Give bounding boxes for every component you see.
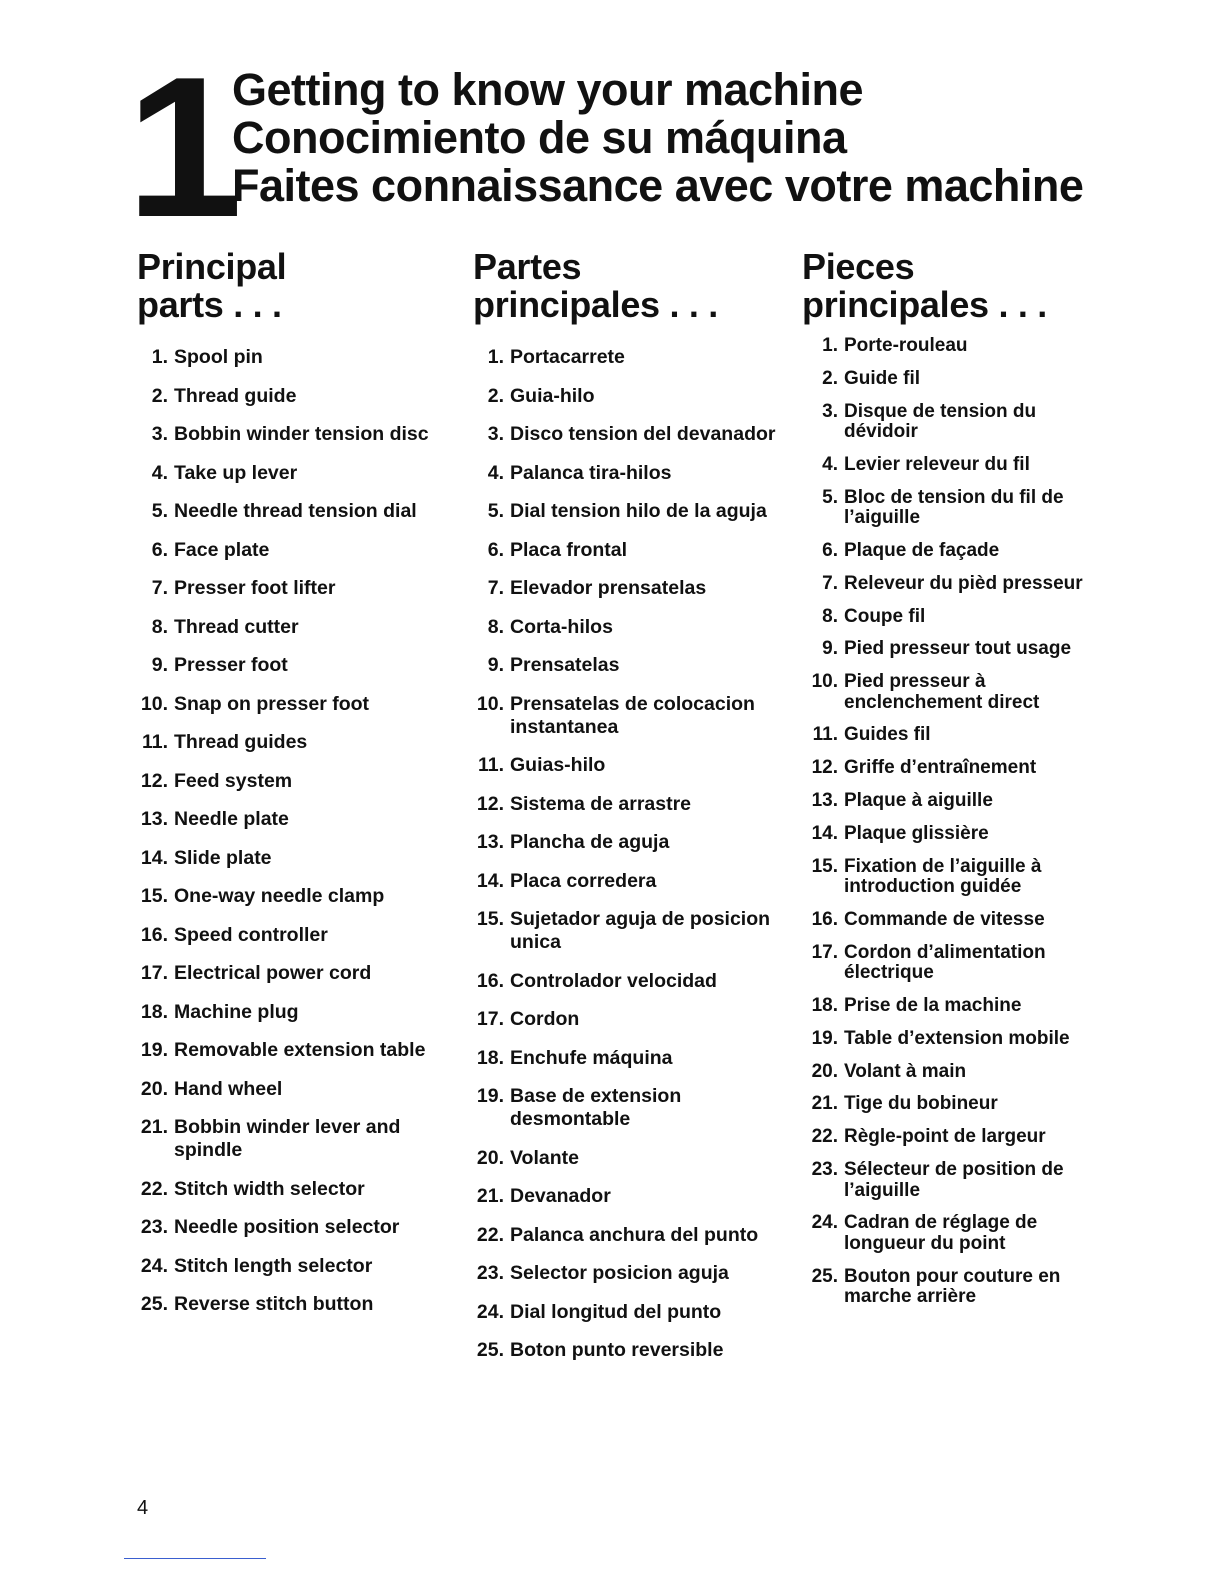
item-number: 6. xyxy=(151,538,168,561)
item-number: 18. xyxy=(140,1000,168,1023)
item-number: 9. xyxy=(151,654,168,676)
item-number: 8. xyxy=(487,615,504,638)
item-number: 19. xyxy=(811,1027,838,1049)
item-label: Removable extension table xyxy=(174,1039,426,1061)
item-number: 3. xyxy=(151,423,168,445)
list-item xyxy=(137,500,437,523)
list-item xyxy=(137,1178,437,1201)
list-item xyxy=(473,346,783,369)
item-number: 10. xyxy=(476,692,504,715)
list-item xyxy=(473,754,783,777)
item-label: Palanca anchura del punto xyxy=(510,1223,759,1246)
list-item xyxy=(802,402,1102,443)
column-english xyxy=(137,248,437,1332)
list-item xyxy=(802,639,1102,660)
list-item xyxy=(137,385,437,408)
item-number: 12. xyxy=(811,757,838,779)
item-label: Guias-hilo xyxy=(510,754,606,776)
item-label: Plaque de façade xyxy=(844,539,1000,561)
list-item xyxy=(473,500,783,523)
item-label: Face plate xyxy=(174,538,270,561)
item-label: Machine plug xyxy=(174,1000,299,1023)
item-number: 21. xyxy=(811,1093,838,1115)
list-item xyxy=(137,1039,437,1062)
list-item xyxy=(473,1085,783,1131)
item-number: 13. xyxy=(811,790,838,812)
column-spanish xyxy=(473,248,783,1378)
title-english: Getting to know your machine xyxy=(232,64,864,115)
item-label: Thread cutter xyxy=(174,615,299,638)
item-label: Porte-rouleau xyxy=(844,335,968,356)
list-item xyxy=(802,1094,1102,1115)
item-label: Prise de la machine xyxy=(844,995,1022,1017)
item-label: Prensatelas xyxy=(510,654,620,676)
list-item xyxy=(137,962,437,985)
item-number: 24. xyxy=(811,1212,838,1234)
list-item xyxy=(473,385,783,408)
item-label: Plaque glissière xyxy=(844,822,989,844)
item-number: 23. xyxy=(811,1159,838,1181)
list-item xyxy=(473,616,783,639)
item-label: Electrical power cord xyxy=(174,962,372,984)
item-label: Levier releveur du fil xyxy=(844,453,1030,475)
list-item xyxy=(137,462,437,485)
item-number: 20. xyxy=(140,1077,168,1100)
list-item xyxy=(137,1116,437,1162)
list-item xyxy=(137,654,437,677)
item-label: Guides fil xyxy=(844,724,931,746)
item-label: Needle thread tension dial xyxy=(174,500,417,522)
list-item xyxy=(802,943,1102,984)
item-number: 20. xyxy=(476,1146,504,1169)
list-item xyxy=(473,462,783,485)
item-number: 2. xyxy=(822,367,838,389)
list-item xyxy=(137,577,437,600)
title-french: Faites connaissance avec votre machine xyxy=(232,160,1084,211)
list-item xyxy=(802,1213,1102,1254)
list-item xyxy=(137,808,437,831)
list-item xyxy=(473,1185,783,1208)
heading-line: parts . . . xyxy=(137,284,282,325)
item-number: 6. xyxy=(822,539,838,561)
item-label: Placa corredera xyxy=(510,869,657,892)
list-item xyxy=(802,1127,1102,1148)
item-number: 17. xyxy=(811,941,838,963)
list-item xyxy=(802,455,1102,476)
item-label: Cordon d’alimentation électrique xyxy=(844,941,1046,984)
item-label: Presser foot xyxy=(174,654,288,676)
item-label: Dial longitud del punto xyxy=(510,1300,722,1323)
item-number: 1. xyxy=(822,335,838,356)
list-item xyxy=(802,1160,1102,1201)
item-number: 18. xyxy=(476,1046,504,1069)
list-item xyxy=(137,1078,437,1101)
item-number: 9. xyxy=(822,638,838,660)
item-label: Cordon xyxy=(510,1008,580,1030)
item-number: 20. xyxy=(811,1060,838,1082)
list-item xyxy=(802,672,1102,713)
item-number: 11. xyxy=(141,731,168,753)
item-number: 7. xyxy=(487,577,504,599)
item-label: Portacarrete xyxy=(510,346,625,368)
item-number: 19. xyxy=(476,1085,504,1107)
item-number: 18. xyxy=(811,995,838,1017)
item-number: 10. xyxy=(140,692,168,715)
item-label: Coupe fil xyxy=(844,605,926,627)
item-number: 14. xyxy=(476,869,504,892)
list-item xyxy=(473,793,783,816)
item-number: 5. xyxy=(487,500,504,522)
list-item xyxy=(802,996,1102,1017)
item-label: Spool pin xyxy=(174,346,263,368)
item-label: Thread guide xyxy=(174,384,297,407)
item-label: Volante xyxy=(510,1146,579,1169)
item-label: Selector posicion aguja xyxy=(510,1262,729,1284)
item-number: 9. xyxy=(487,654,504,676)
list-item xyxy=(137,885,437,908)
chapter-titles xyxy=(232,66,1083,210)
item-label: Table d’extension mobile xyxy=(844,1027,1070,1049)
list-item xyxy=(802,574,1102,595)
item-number: 25. xyxy=(476,1339,504,1361)
item-number: 8. xyxy=(151,615,168,638)
item-label: Releveur du pièd presseur xyxy=(844,572,1083,594)
list-item xyxy=(137,847,437,870)
item-label: Thread guides xyxy=(174,731,308,753)
list-item xyxy=(802,857,1102,898)
list-item xyxy=(473,831,783,854)
list-item xyxy=(473,654,783,677)
list-item xyxy=(802,758,1102,779)
item-number: 3. xyxy=(487,423,504,445)
footer-rule xyxy=(124,1558,266,1559)
item-number: 14. xyxy=(140,846,168,869)
item-number: 1. xyxy=(151,346,168,368)
list-item xyxy=(137,1216,437,1239)
item-number: 12. xyxy=(140,769,168,792)
item-number: 4. xyxy=(151,461,168,484)
item-label: Needle plate xyxy=(174,808,289,830)
item-number: 5. xyxy=(822,486,838,508)
item-number: 25. xyxy=(140,1293,168,1315)
item-number: 13. xyxy=(140,808,168,830)
parts-list xyxy=(473,346,783,1362)
list-item xyxy=(473,1301,783,1324)
item-label: Sujetador aguja de posicion unica xyxy=(510,908,771,953)
item-number: 12. xyxy=(476,792,504,815)
item-label: Enchufe máquina xyxy=(510,1046,673,1069)
item-number: 16. xyxy=(476,969,504,992)
item-number: 15. xyxy=(140,885,168,907)
item-number: 16. xyxy=(811,908,838,930)
item-number: 10. xyxy=(811,671,838,693)
list-item xyxy=(473,693,783,739)
heading-line: Pieces xyxy=(802,246,915,287)
item-number: 16. xyxy=(140,923,168,946)
item-number: 23. xyxy=(140,1216,168,1238)
list-item xyxy=(473,1047,783,1070)
list-item xyxy=(802,725,1102,746)
item-number: 17. xyxy=(140,962,168,984)
item-number: 4. xyxy=(487,461,504,484)
item-label: Règle-point de largeur xyxy=(844,1126,1046,1148)
item-label: Dial tension hilo de la aguja xyxy=(510,500,767,522)
item-number: 6. xyxy=(487,538,504,561)
list-item xyxy=(137,423,437,446)
item-number: 15. xyxy=(476,908,504,930)
item-label: Pied presseur tout usage xyxy=(844,638,1072,660)
item-label: Take up lever xyxy=(174,461,298,484)
item-label: Disco tension del devanador xyxy=(510,423,776,445)
item-label: Sistema de arrastre xyxy=(510,792,692,815)
list-item xyxy=(802,791,1102,812)
title-spanish: Conocimiento de su máquina xyxy=(232,112,847,163)
item-number: 2. xyxy=(487,384,504,407)
item-number: 22. xyxy=(140,1177,168,1200)
item-number: 23. xyxy=(476,1262,504,1284)
list-item xyxy=(802,824,1102,845)
list-item xyxy=(802,369,1102,390)
list-item xyxy=(473,539,783,562)
item-label: Plaque à aiguille xyxy=(844,790,993,812)
column-heading xyxy=(802,248,1102,324)
heading-line: Partes xyxy=(473,246,582,287)
item-label: Corta-hilos xyxy=(510,615,613,638)
list-item xyxy=(137,346,437,369)
list-item xyxy=(473,423,783,446)
list-item xyxy=(802,910,1102,931)
list-item xyxy=(473,908,783,954)
heading-line: principales . . . xyxy=(473,284,718,325)
list-item xyxy=(802,607,1102,628)
list-item xyxy=(137,731,437,754)
item-label: Snap on presser foot xyxy=(174,692,370,715)
item-label: Guide fil xyxy=(844,367,920,389)
item-label: Feed system xyxy=(174,769,293,792)
item-number: 13. xyxy=(476,831,504,853)
item-label: Prensatelas de colocacion instantanea xyxy=(510,692,755,738)
item-number: 24. xyxy=(476,1300,504,1323)
list-item xyxy=(137,1293,437,1316)
item-label: Fixation de l’aiguille à introduction guidée xyxy=(844,855,1042,898)
item-number: 7. xyxy=(151,577,168,599)
list-item xyxy=(473,1224,783,1247)
item-number: 4. xyxy=(822,453,838,475)
item-label: Stitch width selector xyxy=(174,1177,365,1200)
column-heading xyxy=(473,248,783,324)
item-label: Needle position selector xyxy=(174,1216,400,1238)
list-item xyxy=(137,1255,437,1278)
item-label: Cadran de réglage de longueur du point xyxy=(844,1212,1038,1254)
item-number: 21. xyxy=(476,1185,504,1207)
item-label: Bobbin winder lever and spindle xyxy=(174,1116,401,1161)
item-number: 1. xyxy=(487,346,504,368)
column-french xyxy=(802,248,1102,1320)
list-item xyxy=(473,1339,783,1362)
item-label: One-way needle clamp xyxy=(174,885,385,907)
item-label: Volant à main xyxy=(844,1060,967,1082)
item-number: 22. xyxy=(476,1223,504,1246)
item-label: Elevador prensatelas xyxy=(510,577,707,599)
list-item xyxy=(802,488,1102,529)
item-number: 11. xyxy=(477,754,504,776)
item-label: Devanador xyxy=(510,1185,611,1207)
list-item xyxy=(137,693,437,716)
heading-line: principales . . . xyxy=(802,284,1047,325)
heading-line: Principal xyxy=(137,246,287,287)
item-number: 7. xyxy=(822,572,838,594)
item-label: Controlador velocidad xyxy=(510,969,717,992)
item-number: 17. xyxy=(476,1008,504,1030)
item-label: Slide plate xyxy=(174,846,272,869)
item-number: 14. xyxy=(811,822,838,844)
list-item xyxy=(802,336,1102,357)
item-label: Reverse stitch button xyxy=(174,1293,374,1315)
list-item xyxy=(802,1029,1102,1050)
parts-list xyxy=(137,346,437,1316)
item-number: 25. xyxy=(811,1265,838,1287)
item-number: 24. xyxy=(140,1254,168,1277)
item-number: 8. xyxy=(822,605,838,627)
item-label: Boton punto reversible xyxy=(510,1339,724,1361)
list-item xyxy=(137,924,437,947)
item-number: 3. xyxy=(822,400,838,422)
item-label: Plancha de aguja xyxy=(510,831,670,853)
item-label: Disque de tension du dévidoir xyxy=(844,400,1037,443)
parts-list xyxy=(802,336,1102,1308)
item-label: Commande de vitesse xyxy=(844,908,1045,930)
item-label: Pied presseur à enclenchement direct xyxy=(844,671,1040,713)
item-label: Palanca tira-hilos xyxy=(510,461,672,484)
list-item xyxy=(137,1001,437,1024)
list-item xyxy=(137,539,437,562)
column-heading xyxy=(137,248,437,324)
item-label: Hand wheel xyxy=(174,1077,283,1100)
list-item xyxy=(802,1062,1102,1083)
list-item xyxy=(802,541,1102,562)
list-item xyxy=(473,1008,783,1031)
item-number: 19. xyxy=(140,1039,168,1061)
item-label: Bouton pour couture en marche arrière xyxy=(844,1265,1061,1308)
list-item xyxy=(473,870,783,893)
item-label: Bobbin winder tension disc xyxy=(174,423,429,445)
list-item xyxy=(473,577,783,600)
list-item xyxy=(473,1262,783,1285)
page-number: 4 xyxy=(137,1497,149,1519)
item-label: Stitch length selector xyxy=(174,1254,373,1277)
list-item xyxy=(473,970,783,993)
list-item xyxy=(473,1147,783,1170)
item-number: 5. xyxy=(151,500,168,522)
item-number: 11. xyxy=(812,724,838,746)
list-item xyxy=(137,616,437,639)
item-label: Speed controller xyxy=(174,923,328,946)
list-item xyxy=(137,770,437,793)
item-number: 15. xyxy=(811,855,838,877)
item-label: Presser foot lifter xyxy=(174,577,336,599)
item-label: Sélecteur de position de l’aiguille xyxy=(844,1159,1064,1201)
item-label: Bloc de tension du fil de l’aiguille xyxy=(844,486,1064,529)
item-label: Base de extension desmontable xyxy=(510,1085,682,1130)
item-label: Guia-hilo xyxy=(510,384,595,407)
item-label: Tige du bobineur xyxy=(844,1093,998,1115)
item-label: Griffe d’entraînement xyxy=(844,757,1037,779)
item-number: 2. xyxy=(151,384,168,407)
chapter-number: 1 xyxy=(126,36,237,259)
item-number: 22. xyxy=(811,1126,838,1148)
list-item xyxy=(802,1267,1102,1308)
item-label: Placa frontal xyxy=(510,538,628,561)
item-number: 21. xyxy=(140,1116,168,1138)
